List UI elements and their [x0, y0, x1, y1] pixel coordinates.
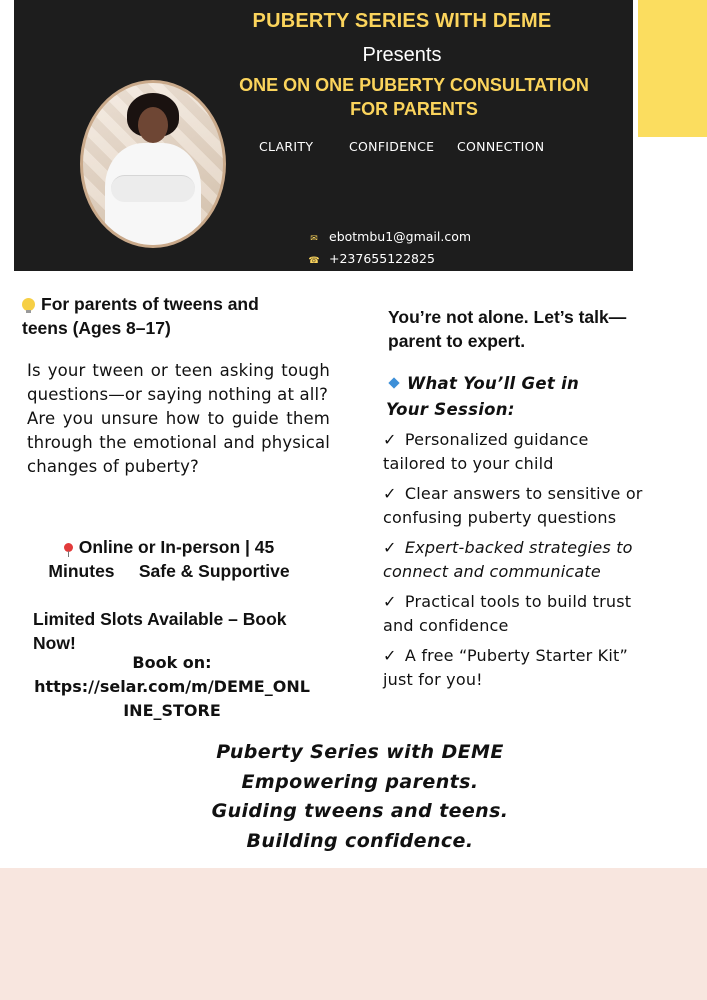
- presenter-portrait: [80, 80, 226, 248]
- subtitle-line-2: FOR PARENTS: [350, 99, 478, 119]
- contact-phone[interactable]: [307, 251, 435, 266]
- check-icon: ✓: [383, 646, 397, 665]
- check-icon: ✓: [383, 592, 397, 611]
- benefit-item: [383, 644, 653, 692]
- slots-line-1: Limited Slots Available – Book: [33, 609, 287, 629]
- audience-heading: [22, 292, 334, 340]
- benefit-text: Clear answers to sensitive or confusing puberty questions: [383, 484, 643, 527]
- session-format: [24, 535, 314, 583]
- blue-diamond-icon: [388, 377, 399, 388]
- benefit-text: Expert-backed strategies to connect and communicate: [383, 538, 633, 581]
- benefits-heading-line-1: What You’ll Get in: [407, 374, 580, 393]
- question-2: Are you unsure how to guide them through the emotional and physical changes of puberty?: [27, 409, 330, 476]
- benefits-heading-line-2: Your Session:: [386, 400, 515, 419]
- closing-line-4: Building confidence.: [246, 829, 474, 852]
- header-banner: [14, 0, 633, 271]
- reassure-line-1: You’re not alone. Let’s talk—: [388, 307, 627, 327]
- reassurance-text: [388, 305, 678, 353]
- benefit-item: [383, 590, 653, 638]
- phone-text: +237655122825: [329, 251, 435, 266]
- banner-title: PUBERTY SERIES WITH DEME: [252, 10, 552, 32]
- banner-subtitle: [224, 73, 604, 121]
- benefit-item: [383, 482, 653, 530]
- pillar-connection: CONNECTION: [457, 139, 545, 154]
- book-label: Book on:: [132, 653, 212, 672]
- check-icon: ✓: [383, 484, 397, 503]
- contact-email[interactable]: [307, 229, 471, 244]
- benefit-text: Practical tools to build trust and confidence: [383, 592, 632, 635]
- question-1: Is your tween or teen asking tough questions—or saying nothing at all?: [27, 361, 330, 404]
- envelope-icon: ✉: [310, 234, 318, 244]
- check-icon: ✓: [383, 430, 397, 449]
- email-text: ebotmbu1@gmail.com: [329, 229, 472, 244]
- reassure-line-2: parent to expert.: [388, 331, 526, 351]
- limited-slots-notice: [33, 607, 323, 655]
- map-pin-icon: [64, 543, 73, 552]
- lightbulb-icon: [22, 298, 35, 311]
- closing-line-2: Empowering parents.: [241, 770, 479, 793]
- format-line-2: Minutes Safe & Supportive: [48, 561, 290, 581]
- benefit-item: [383, 428, 653, 476]
- subtitle-line-1: ONE ON ONE PUBERTY CONSULTATION: [239, 75, 589, 95]
- closing-line-1: Puberty Series with DEME: [216, 741, 504, 763]
- benefit-item: [383, 536, 653, 584]
- pillar-clarity: CLARITY: [259, 139, 314, 154]
- pillar-confidence: CONFIDENCE: [349, 139, 435, 154]
- banner-presents: Presents: [362, 44, 442, 66]
- benefits-list: [383, 428, 653, 698]
- booking-link-line-1[interactable]: https://selar.com/m/DEME_ONL: [34, 677, 310, 696]
- booking-link-line-2[interactable]: INE_STORE: [123, 701, 221, 720]
- closing-line-3: Guiding tweens and teens.: [211, 800, 509, 822]
- audience-line-2: teens (Ages 8–17): [22, 318, 171, 338]
- yellow-corner-block: [638, 0, 707, 137]
- slots-line-2: Now!: [33, 633, 76, 653]
- benefit-text: Personalized guidance tailored to your child: [383, 430, 589, 473]
- check-icon: ✓: [383, 538, 397, 557]
- footer-band: [0, 868, 707, 1000]
- phone-icon: ☎: [308, 256, 320, 266]
- format-line-1: Online or In-person | 45: [78, 537, 275, 557]
- benefits-heading: [386, 371, 666, 423]
- booking-info: [22, 651, 322, 723]
- closing-tagline: [100, 738, 620, 856]
- questions-paragraph: [27, 359, 330, 479]
- audience-line-1: For parents of tweens and: [41, 294, 259, 314]
- benefit-text: A free “Puberty Starter Kit” just for you!: [383, 646, 628, 689]
